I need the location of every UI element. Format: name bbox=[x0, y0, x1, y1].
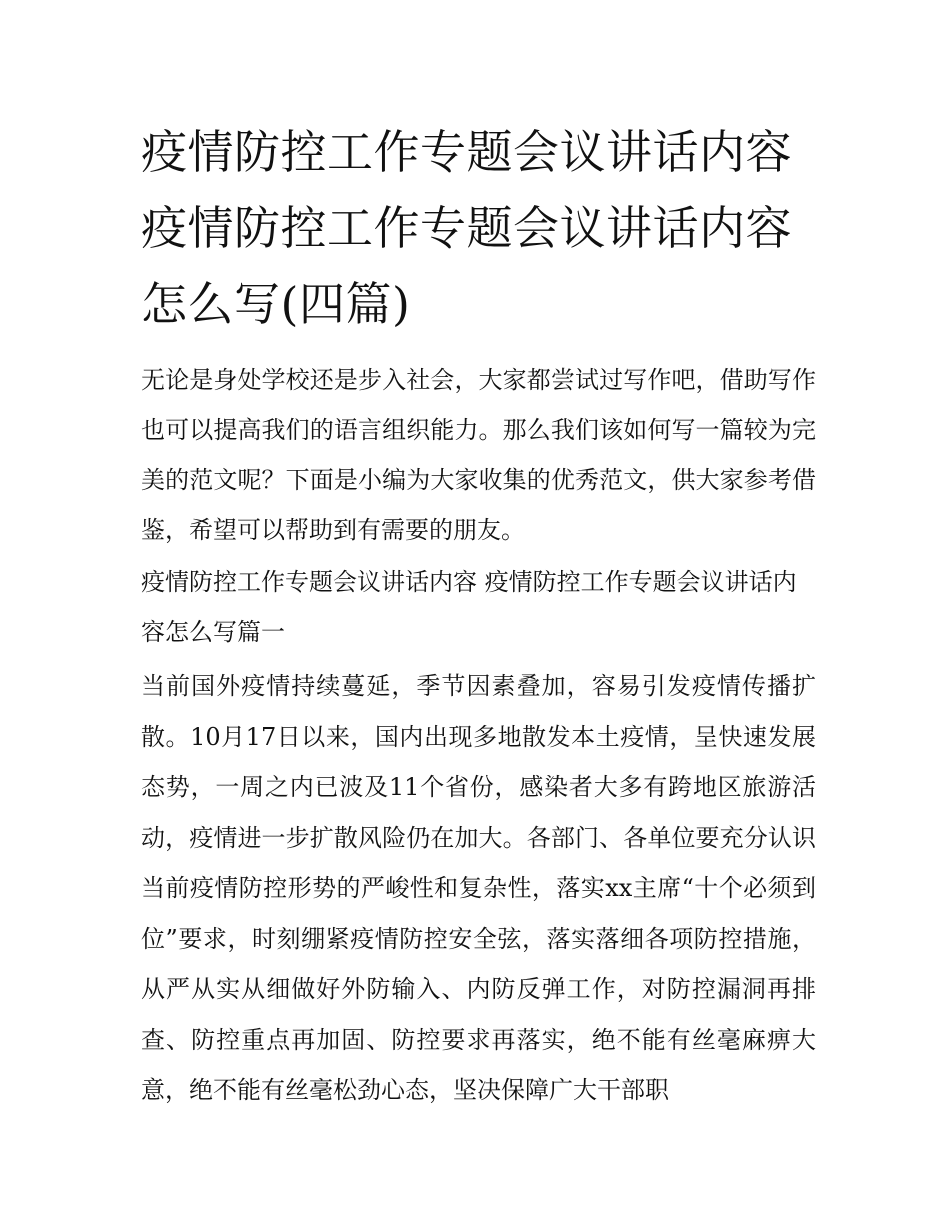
document-content bbox=[141, 114, 816, 1116]
document-title: 疫情防控工作专题会议讲话内容 疫情防控工作专题会议讲话内容怎么写(四篇) bbox=[141, 125, 792, 331]
intro-paragraph: 无论是身处学校还是步入社会，大家都尝试过写作吧，借助写作也可以提高我们的语言组织能力。那么我们该如何写一篇较为完美的范文呢？下面是小编为大家收集的优秀范文，供大家参考借鉴，希望可以帮助到有需要的朋友。 bbox=[141, 366, 816, 544]
section-heading: 疫情防控工作专题会议讲话内容 疫情防控工作专题会议讲话内容怎么写篇一 bbox=[141, 568, 797, 646]
body-paragraph: 当前国外疫情持续蔓延，季节因素叠加，容易引发疫情传播扩散。10月17日以来，国内出现多地散发本土疫情，呈快速发展态势，一周之内已波及11个省份，感染者大多有跨地区旅游活动，疫情进一步扩散风险仍在加大。各部门、各单位要充分认识当前疫情防控形势的严峻性和复杂性，落实xx主席“十个必须到位”要求，时刻绷紧疫情防控安全弦，落实落细各项防控措施，从严从实从细做好外防输入、内防反弹工作，对防控漏洞再排查、防控重点再加固、防控要求再落实，绝不能有丝毫麻痹大意，绝不能有丝毫松劲心态，坚决保障广大干部职 bbox=[141, 672, 816, 1104]
